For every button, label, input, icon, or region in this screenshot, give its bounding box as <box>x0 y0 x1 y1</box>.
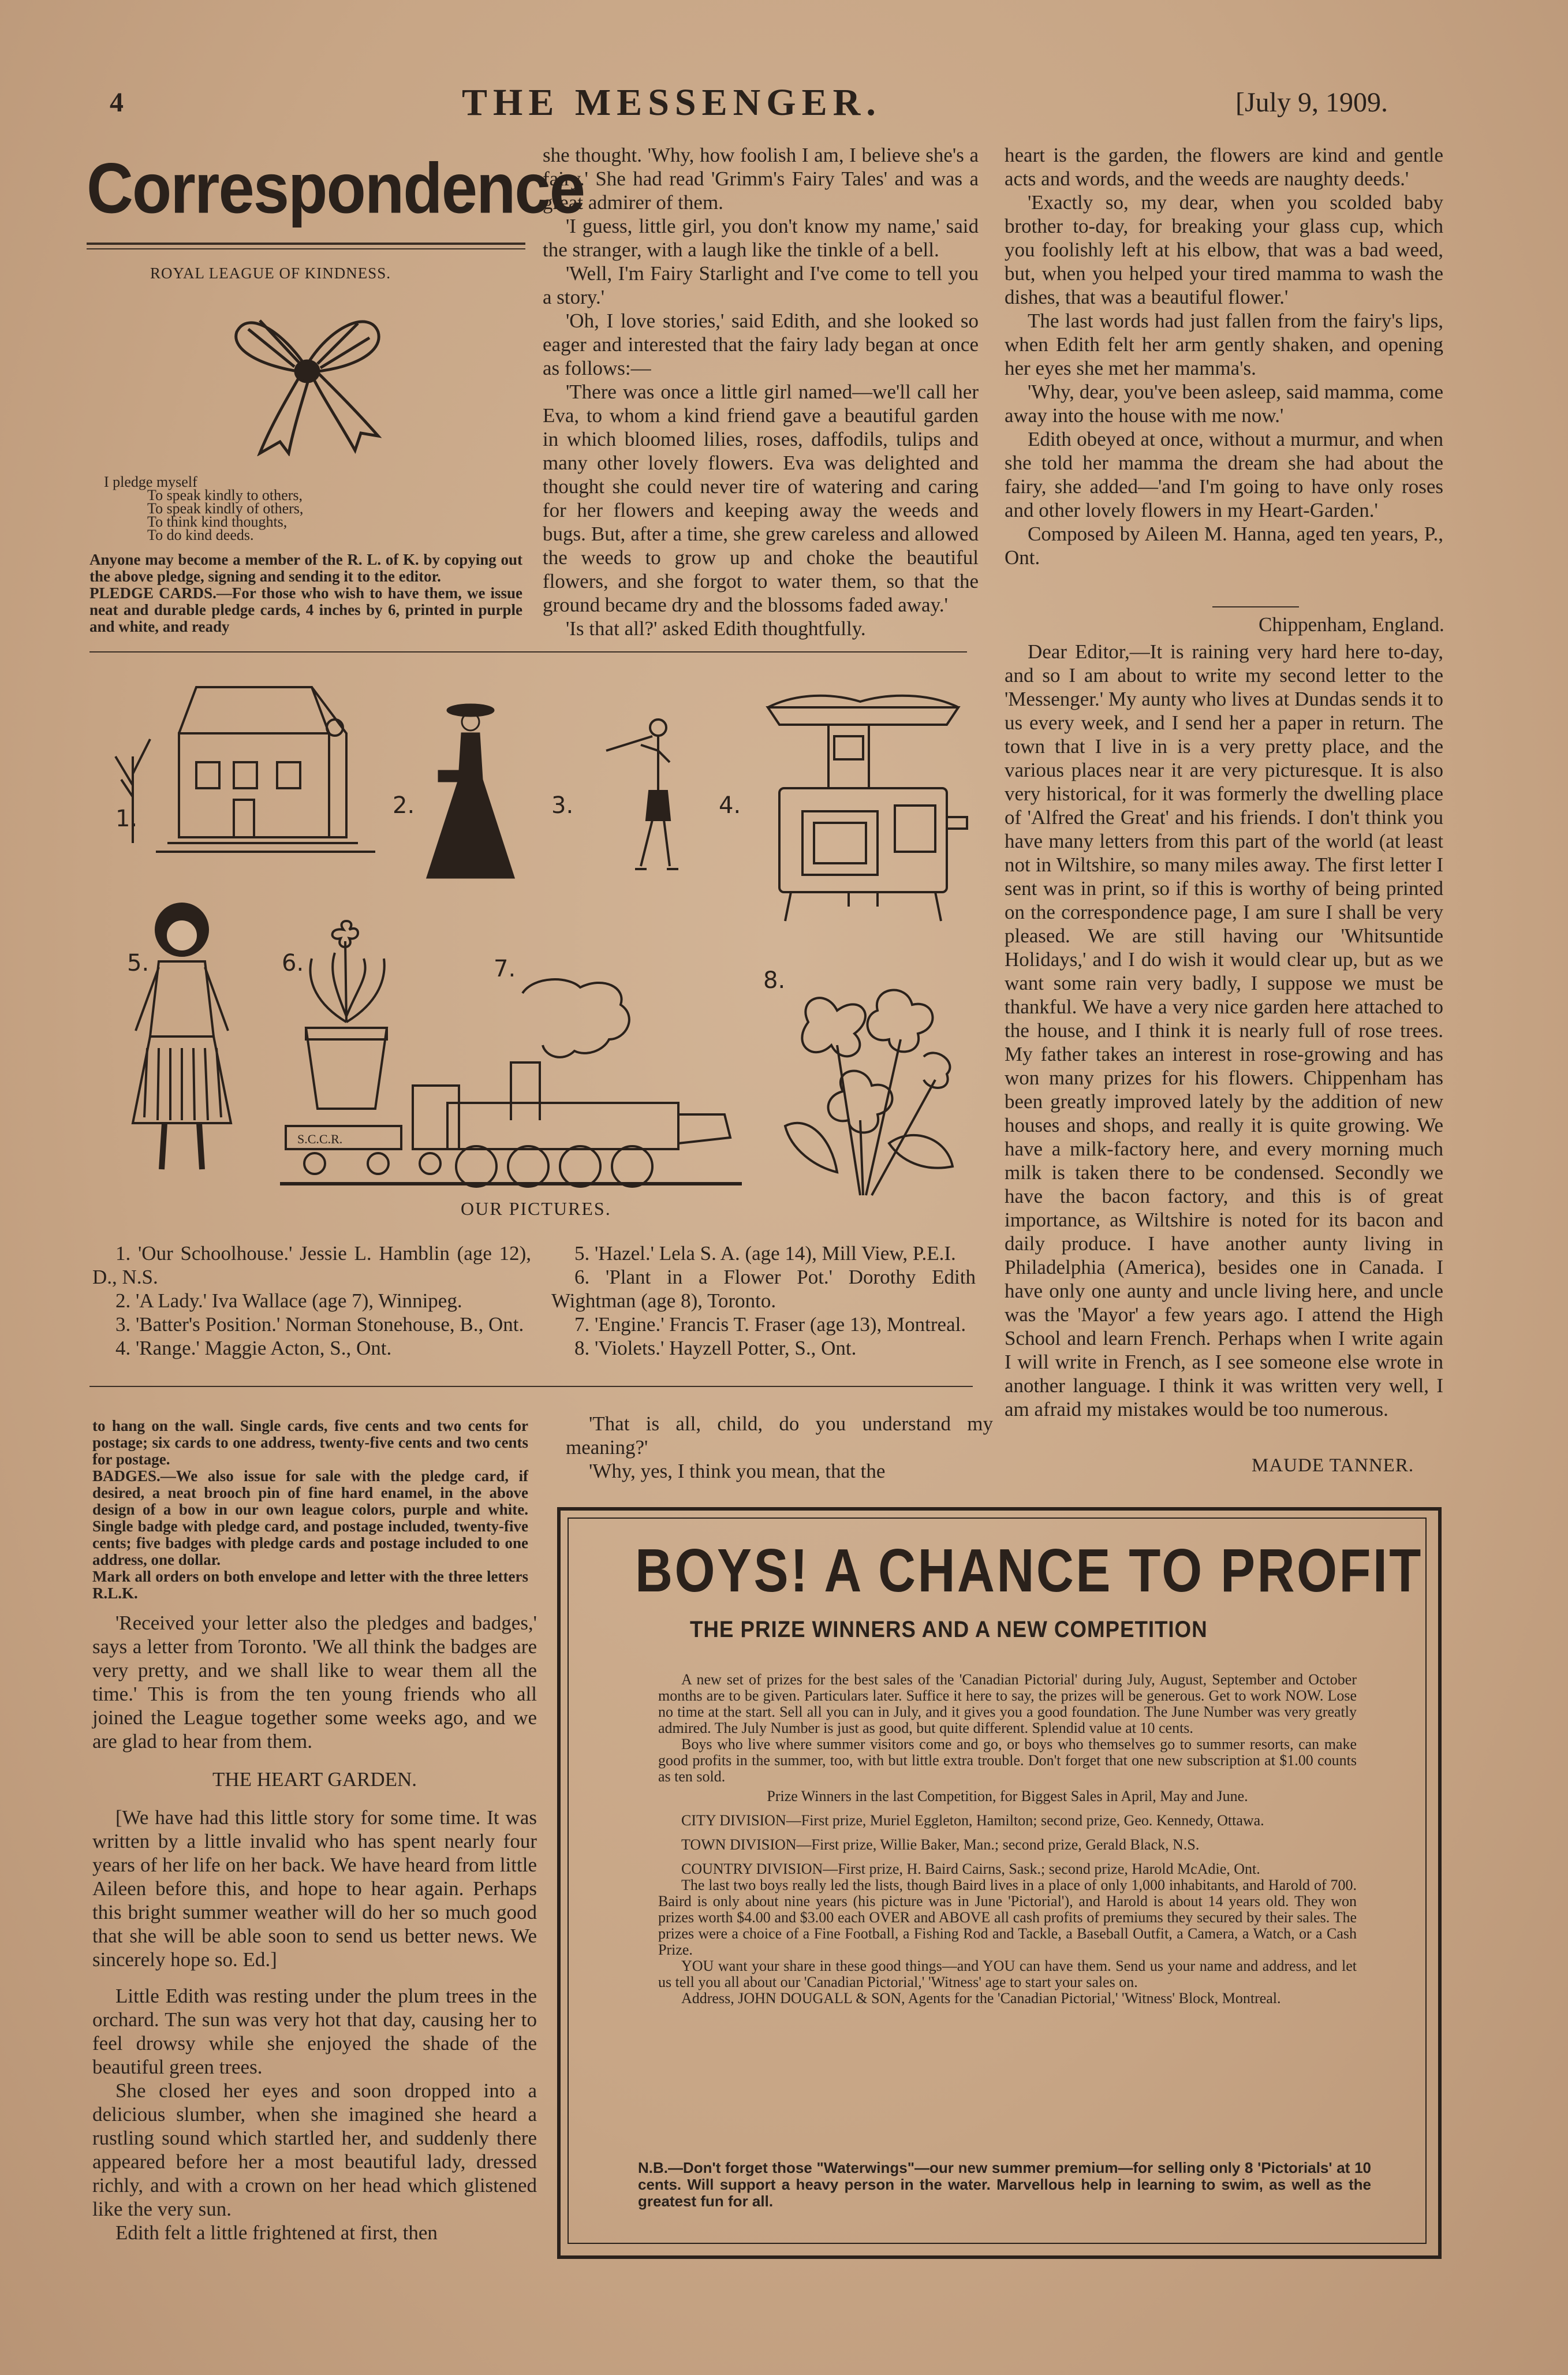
picture-credit: 8. 'Violets.' Hayzell Potter, S., Ont. <box>574 1337 857 1359</box>
story-paragraph: Edith obeyed at once, without a murmur, and when she told her mamma the dream she had about the fairy, she added—'and I'm going to have only roses and other lovely flowers in my Heart-Garden.' <box>1005 428 1443 521</box>
pictures-top-rule <box>89 651 967 653</box>
picture-credit: 4. 'Range.' Maggie Acton, S., Ont. <box>115 1337 392 1359</box>
picture-number-3: 3. <box>551 792 574 819</box>
ad-paragraph: YOU want your share in these good things—and YOU can have them. Send us your name and address, and let us tell you all about our 'Canadian Pictorial,' 'Witness' age to start your sales on. <box>658 1958 1357 1990</box>
ad-paragraph: COUNTRY DIVISION—First prize, H. Baird Cairns, Sask.; second prize, Harold McAdie, Ont. <box>681 1861 1260 1877</box>
ad-paragraph: The last two boys really led the lists, though Baird lives in a place of only 1,000 inhabitants, and Harold of 700. Baird is only about nine years (his picture was in June 'Pictorial'), and Harold is about 14 years old. They won prizes worth $4.00 and $3.00 each OVER and ABOVE all cash profits of premiums they secured by their sales. The prizes were a choice of a Fine Football, a Fishing Rod and Tackle, a Baseball Outfit, a Camera, a Watch, or a Cash Prize. <box>658 1877 1357 1958</box>
ad-paragraph: CITY DIVISION—First prize, Muriel Eggleton, Hamilton; second prize, Geo. Kennedy, Ottawa. <box>681 1812 1264 1829</box>
story-paragraph: she thought. 'Why, how foolish I am, I believe she's a fairy.' She had read 'Grimm's Fairy Tales' and was a great admirer of them. <box>543 144 979 214</box>
story-paragraph: She closed her eyes and soon dropped into a delicious slumber, when she imagined she heard a rustling sound which startled her, and suddenly there appeared before her a most beautiful lady, dressed richly, and with a crown on her head which glistened like the very sun. <box>92 2079 537 2220</box>
picture-number-5: 5. <box>127 950 150 976</box>
ad-paragraph: A new set of prizes for the best sales of the 'Canadian Pictorial' during July, August, September and October months are to be given. Particulars later. Suffice it here to say, the prizes will be generous. Get to work NOW. Lose no time at the start. Sell all you can in July, and it gives you a good foundation. The June Number was very greatly admired. The July Number is just as good, but quite different. Splendid value at 10 cents. <box>658 1671 1357 1736</box>
picture-number-7: 7. <box>494 956 516 982</box>
story-paragraph: 'Exactly so, my dear, when you scolded baby brother to-day, for breaking your glass cup, which you foolishly left at his elbow, that was a bad weed, but, when you helped your tired mamma to wash the dishes, that was a beautiful flower.' <box>1005 191 1443 308</box>
story-paragraph: heart is the garden, the flowers are kind and gentle acts and words, and the weeds are naughty deeds.' <box>1005 144 1443 190</box>
violets-drawing <box>774 976 964 1207</box>
ad-body <box>658 1672 1357 2007</box>
story-paragraph: Edith felt a little frightened at first, then <box>115 2221 438 2244</box>
story-paragraph: Little Edith was resting under the plum trees in the orchard. The sun was very hot that day, causing her to feel drowsy while she enjoyed the shade of the beautiful green trees. <box>92 1985 537 2078</box>
picture-credit: 1. 'Our Schoolhouse.' Jessie L. Hamblin (age 12), D., N.S. <box>92 1242 531 1288</box>
league-title: ROYAL LEAGUE OF KINDNESS. <box>150 264 391 282</box>
column-rule <box>1212 606 1299 607</box>
pledge-line-4: To think kind thoughts, <box>147 513 288 530</box>
pledge-line-1: I pledge myself <box>104 473 197 490</box>
story-paragraph: The last words had just fallen from the fairy's lips, when Edith felt her arm gently shaken, and opening her eyes she met her mamma's. <box>1005 310 1443 379</box>
bow-badge-icon <box>225 297 387 456</box>
story-column-2-lower <box>566 1412 993 1483</box>
pledge-line-2: To speak kindly to others, <box>147 487 303 504</box>
story-heading: THE HEART GARDEN. <box>212 1768 417 1791</box>
range-stove-drawing <box>762 684 970 933</box>
picture-number-8: 8. <box>763 967 786 994</box>
girl-hazel-drawing <box>113 898 251 1187</box>
credits-bottom-rule <box>89 1386 973 1387</box>
letter-text: Dear Editor,—It is raining very hard here to-day, and so I am about to write my second letter to the 'Messenger.' My aunty who lives at Dundas sends it to us every week, and I send her a paper in return. The town that I live in is a very pretty place, and the various places near it are very picturesque. It is also very historical, for it was formerly the dwelling place of 'Alfred the Great' and his friends. I don't think you have many letters from this part of the world (at least not in Wiltshire, so many miles away. The first letter I sent was in print, so if this is worthy of being printed on the correspondence page, I am sure I shall be very pleased. We are still having our 'Whitsuntide Holidays,' and I do wish it would clear up, but as we want some rain very badly, I suppose we must be thankful. We have a very nice garden here attached to the house, and I think it is nearly full of rose trees. My father takes an interest in rose-growing and has won many prizes for his flowers. Chippenham has been greatly improved lately by the addition of new houses and shops, and really it is quite growing. We have a milk-factory here, and every morning much milk is taken there to be condensed. Secondly we have the bacon factory, and this is of great importance, as Wiltshire is noted for its bacon and daily produce. I have another aunty living in Philadelphia (America), besides one in Canada. I have only one aunty and uncle living here, and uncle was the 'Mayor' a few years ago. I attend the High School and learn French. Perhaps when I write again I will write in French, as I see someone else wrote in another language. I think it was written very well, I am afraid my mistakes would be too numerous. <box>1005 640 1443 1420</box>
story-paragraph: 'Oh, I love stories,' said Edith, and she looked so eager and interested that the fairy lady began at once as follows:— <box>543 310 979 379</box>
ad-paragraph: Prize Winners in the last Competition, for Biggest Sales in April, May and June. <box>767 1788 1248 1804</box>
schoolhouse-drawing <box>110 670 398 860</box>
picture-credit: 5. 'Hazel.' Lela S. A. (age 14), Mill View, P.E.I. <box>574 1242 956 1265</box>
engine-drawing <box>280 970 742 1207</box>
ad-subhead: THE PRIZE WINNERS AND A NEW COMPETITION <box>690 1617 1208 1642</box>
picture-number-6: 6. <box>282 950 304 976</box>
ad-paragraph: TOWN DIVISION—First prize, Willie Baker, Man.; second prize, Gerald Black, N.S. <box>681 1836 1200 1853</box>
ad-headline: BOYS! A CHANCE TO PROFIT <box>635 1537 1423 1605</box>
engine-lettering: S.C.C.R. <box>297 1132 343 1146</box>
page-number: 4 <box>110 87 124 118</box>
masthead: THE MESSENGER. <box>462 81 882 124</box>
picture-credits-right <box>551 1241 976 1360</box>
section-title: Correspondence <box>87 148 584 228</box>
pledge-line-5: To do kind deeds. <box>147 527 254 543</box>
title-rule <box>87 243 525 245</box>
pictures-caption: OUR PICTURES. <box>461 1198 611 1219</box>
lady-drawing <box>416 699 520 883</box>
story-paragraph: [We have had this little story for some time. It was written by a little invalid who has spent nearly four years of her life on her back. We have heard from little Aileen before this, and hope to hear again. Perhaps this bright summer weather will do her so much good that she will be able soon to send us better news. We sincerely hope so. Ed.] <box>92 1806 537 1971</box>
story-paragraph: 'Is that all?' asked Edith thoughtfully. <box>566 617 866 640</box>
story-column-3 <box>1005 143 1443 569</box>
pledge-line-3: To speak kindly of others, <box>147 500 304 517</box>
letter-place: Chippenham, England. <box>1259 613 1444 636</box>
picture-credit: 2. 'A Lady.' Iva Wallace (age 7), Winnipeg. <box>115 1289 462 1312</box>
letter-signature: MAUDE TANNER. <box>1252 1455 1414 1476</box>
picture-number-4: 4. <box>719 792 741 819</box>
story-paragraph: 'That is all, child, do you understand my meaning?' <box>566 1412 993 1459</box>
story-paragraph: 'Why, yes, I think you mean, that the <box>589 1460 886 1482</box>
story-paragraph: Composed by Aileen M. Hanna, aged ten years, P., Ont. <box>1005 523 1443 569</box>
story-paragraph: 'There was once a little girl named—we'll call her Eva, to whom a kind friend gave a beautiful garden in which bloomed lilies, roses, daffodils, tulips and many other lovely flowers. Eva was delighted and thought she could never tire of watering and caring for her flowers and keeping away the weeds and bugs. But, after a time, she grew careless and allowed the weeds to grow up and choke the beautiful flowers, and she forgot to water them, so that the ground became dry and the blossoms faded away.' <box>543 381 979 616</box>
issue-date: [July 9, 1909. <box>1235 87 1388 118</box>
story-paragraph: 'Received your letter also the pledges and badges,' says a letter from Toronto. 'We all think the badges are very pretty, and we shall like to wear them all the time.' This is from the ten young friends who all joined the League together some weeks ago, and we are glad to hear from them. <box>92 1612 537 1753</box>
title-rule-thin <box>87 248 525 249</box>
pledge-instructions-continued: to hang on the wall. Single cards, five cents and two cents for postage; six cards to one address, twenty-five cents and two cents for postage. BADGES.—We also issue for sale with the pledge card, if desired, a neat brooch pin of fine hard enamel, in the above design of a bow in our own league colors, purple and white. Single badge with pledge card, and postage included, twenty-five cents; five badges with pledge cards and postage included to one address, one dollar. Mark all orders on both envelope and letter with the three letters R.L.K. <box>92 1417 528 1602</box>
ad-nb-note: N.B.—Don't forget those "Waterwings"—our new summer premium—for selling only 8 'Pictorials' at 10 cents. Will support a heavy person in the water. Marvellous help in learning to swim, as well as the greatest fun for all. <box>638 2159 1371 2210</box>
story-column-2 <box>543 143 979 640</box>
story-column-1 <box>92 1611 537 2244</box>
letter-body <box>1005 640 1443 1421</box>
batter-drawing <box>600 716 710 878</box>
picture-credits-left <box>92 1241 531 1360</box>
picture-credit: 3. 'Batter's Position.' Norman Stonehouse, B., Ont. <box>115 1313 524 1336</box>
ad-paragraph: Boys who live where summer visitors come and go, or boys who themselves go to summer resorts, can make good profits in the summer, too, with but little extra trouble. Don't forget that one new subscription at $1.00 counts as ten sold. <box>658 1736 1357 1785</box>
picture-credit: 7. 'Engine.' Francis T. Fraser (age 13), Montreal. <box>574 1313 966 1336</box>
story-paragraph: 'Well, I'm Fairy Starlight and I've come to tell you a story.' <box>543 262 979 308</box>
picture-number-2: 2. <box>393 792 415 819</box>
picture-number-1: 1. <box>115 806 138 832</box>
picture-credit: 6. 'Plant in a Flower Pot.' Dorothy Edith Wightman (age 8), Toronto. <box>551 1266 976 1312</box>
ad-paragraph: Address, JOHN DOUGALL & SON, Agents for the 'Canadian Pictorial,' 'Witness' Block, Montreal. <box>681 1990 1281 2007</box>
story-paragraph: 'I guess, little girl, you don't know my name,' said the stranger, with a laugh like the tinkle of a bell. <box>543 215 979 261</box>
pledge-instructions: Anyone may become a member of the R. L. of K. by copying out the above pledge, signing and sending it to the editor. PLEDGE CARDS.—For those who wish to have them, we issue neat and durable pledge cards, 4 inches by 6, printed in purple and white, and ready <box>89 551 522 635</box>
story-paragraph: 'Why, dear, you've been asleep, said mamma, come away into the house with me now.' <box>1005 381 1443 427</box>
